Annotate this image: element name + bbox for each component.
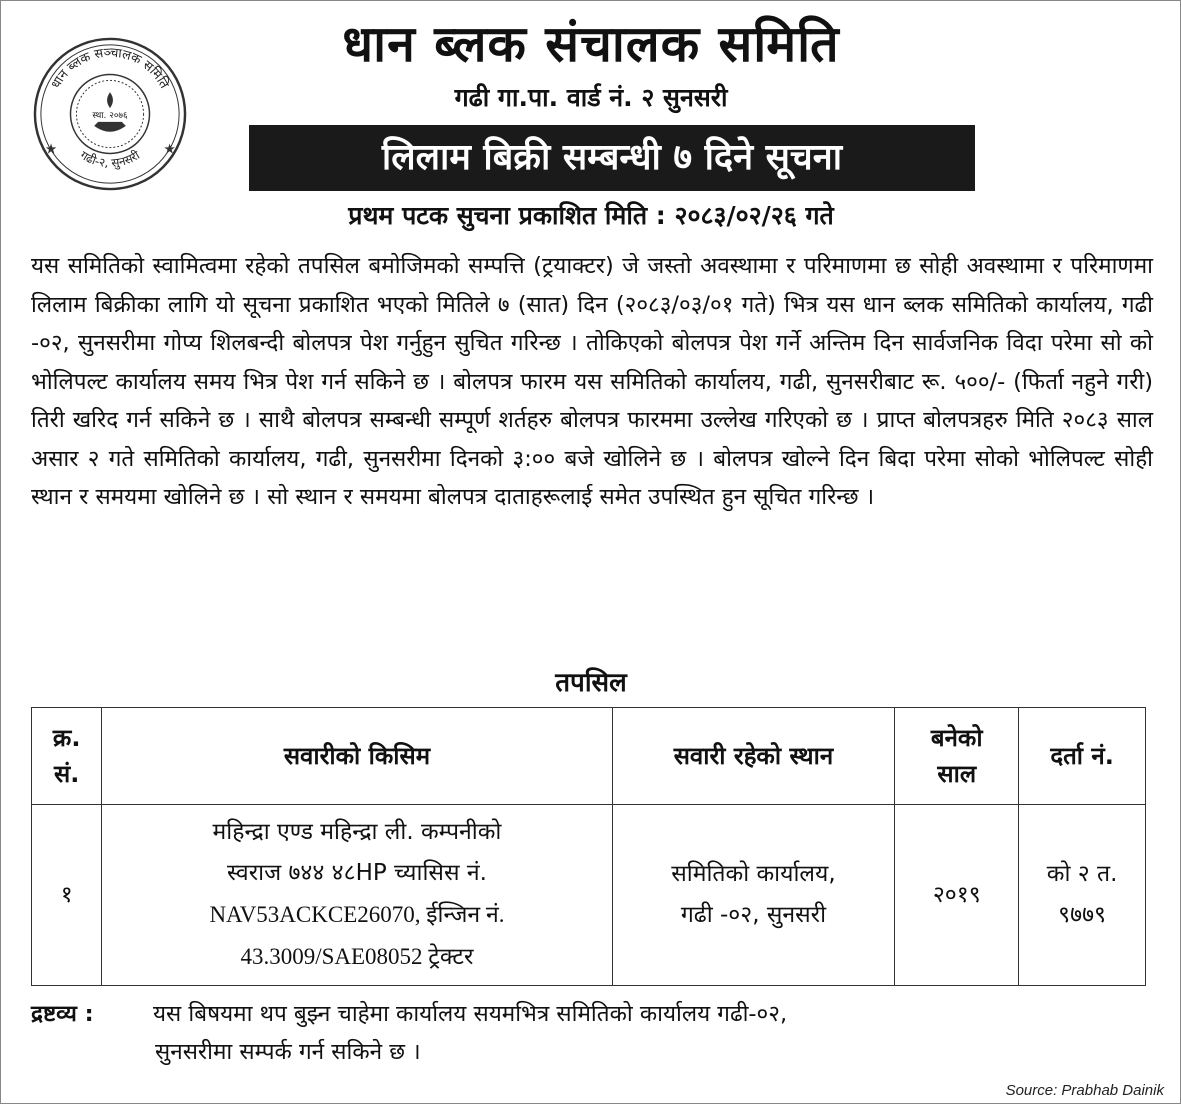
svg-text:★: ★ [163, 141, 176, 158]
header-vehicle-type: सवारीको किसिम [102, 708, 612, 805]
cell-manufactured-year: २०१९ [895, 805, 1019, 986]
header-registration-number: दर्ता नं. [1019, 708, 1146, 805]
note-label: द्रष्टव्य : [31, 1001, 94, 1027]
cell-vehicle-location: समितिको कार्यालय, गढी -०२, सुनसरी [612, 805, 895, 986]
seal-bottom-text: गढी-२, सुनसरी [77, 148, 143, 171]
table-row [32, 805, 1146, 986]
seal-ring-text: धान ब्लक सञ्चालक समिति [48, 45, 172, 92]
publication-date: प्रथम पटक सुचना प्रकाशित मिति : २०८३/०२/२६ गते [348, 201, 834, 230]
notice-body-paragraph: यस समितिको स्वामित्वमा रहेको तपसिल बमोजिमको सम्पत्ति (ट्रयाक्टर) जे जस्तो अवस्थामा र परिमाणमा छ सोही अवस्थामा र परिमाणमा लिलाम बिक्रीका लागि यो सूचना प्रकाशित भएको मितिले ७ (सात) दिन (२०८३/०३/०१ गते) भित्र यस धान ब्लक समितिको कार्यालय, गढी -०२, सुनसरीमा गोप्य शिलबन्दी बोलपत्र पेश गर्नुहुन सुचित गरिन्छ । तोकिएको बोलपत्र पेश गर्ने अन्तिम दिन सार्वजनिक विदा परेमा सो को भोलिपल्ट कार्यालय समय भित्र पेश गर्न सकिने छ । बोलपत्र फारम यस समितिको कार्यालय, गढी, सुनसरीबाट रू. ५००/- (फिर्ता नहुने गरी) तिरी खरिद गर्न सकिने छ । साथै बोलपत्र सम्बन्धी सम्पूर्ण शर्तहरु बोलपत्र फारममा उल्लेख गरिएको छ । प्राप्त बोलपत्रहरु मिति २०८३ साल असार २ गते समितिको कार्यालय, गढी, सुनसरीमा दिनको ३:०० बजे खोलिने छ । बोलपत्र खोल्ने दिन बिदा परेमा सोको भोलिपल्ट सोही स्थान र समयमा खोलिने छ । सो स्थान र समयमा बोलपत्र दाताहरूलाई समेत उपस्थित हुन सूचित गरिन्छ । [31, 253, 1153, 510]
organization-address: गढी गा.पा. वार्ड नं. २ सुनसरी [454, 83, 728, 112]
organization-title: धान ब्लक संचालक समिति [342, 15, 840, 73]
note-line-1: यस बिषयमा थप बुझ्न चाहेमा कार्यालय सयमभित्र समितिको कार्यालय गढी-०२, [153, 1001, 788, 1027]
seal-emblem [31, 35, 189, 193]
note-line-2: सुनसरीमा सम्पर्क गर्न सकिने छ । [155, 1039, 421, 1065]
vehicle-details-table [31, 707, 1146, 986]
seal-center-text: स्था. २०७६ [92, 110, 128, 121]
header-manufactured-year: बनेको साल [895, 708, 1019, 805]
header-serial-number: क्र. सं. [32, 708, 102, 805]
notice-title-banner: लिलाम बिक्री सम्बन्धी ७ दिने सूचना [249, 125, 975, 191]
cell-serial-number: १ [32, 805, 102, 986]
source-credit: Source: Prabhab Dainik [1005, 1082, 1164, 1099]
cell-registration-number: को २ त. ९७७९ [1019, 805, 1146, 986]
committee-seal [31, 35, 189, 193]
cell-vehicle-type: महिन्द्रा एण्ड महिन्द्रा ली. कम्पनीको स्वराज ७४४ ४८HP च्यासिस नं. NAV53ACKCE26070, ईन्जिन नं. 43.3009/SAE08052 ट्रेक्टर [102, 805, 612, 986]
svg-text:★: ★ [44, 141, 58, 158]
note-section [31, 995, 1153, 1071]
header-vehicle-location: सवारी रहेको स्थान [612, 708, 895, 805]
table-header-row [32, 708, 1146, 805]
details-heading: तपसिल [555, 668, 627, 698]
svg-text:गढी-२, सुनसरी [78, 148, 143, 171]
